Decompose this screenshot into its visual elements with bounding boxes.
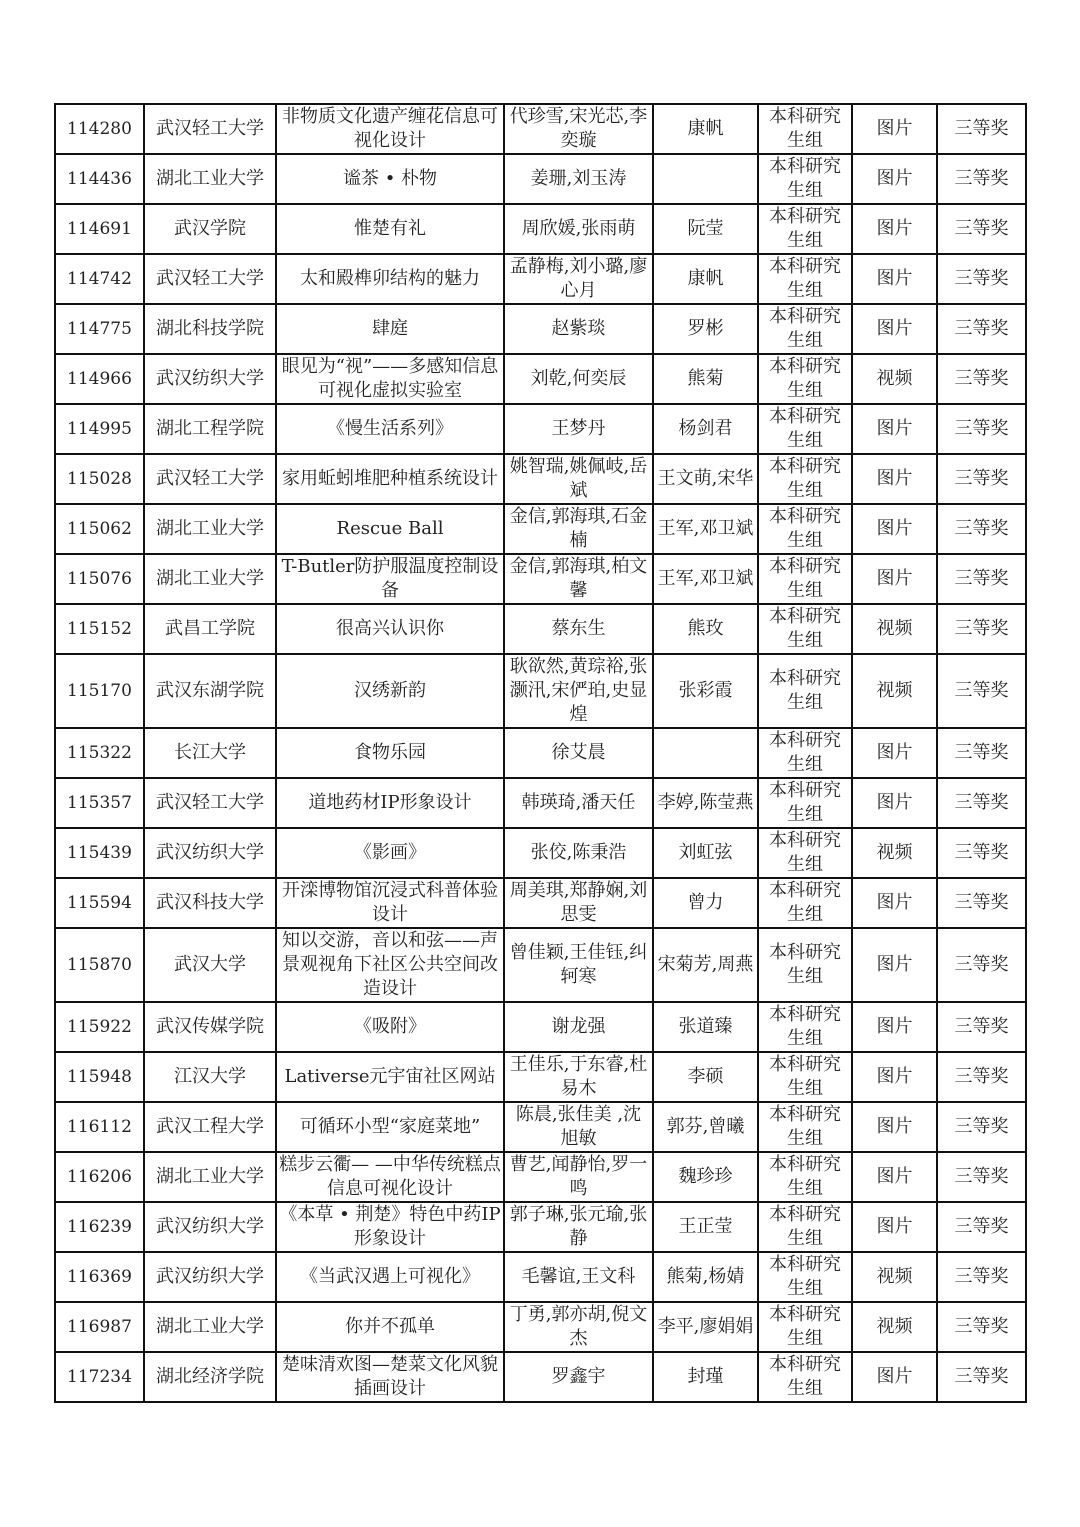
award-cell: 三等奖 — [937, 454, 1026, 504]
authors-cell: 周美琪,郑静娴,刘思雯 — [504, 878, 653, 928]
award-cell: 三等奖 — [937, 654, 1026, 728]
advisor-cell: 曾力 — [653, 878, 758, 928]
work-type-cell: 图片 — [852, 404, 937, 454]
school-cell: 湖北科技学院 — [144, 304, 276, 354]
award-cell: 三等奖 — [937, 878, 1026, 928]
work-type-cell: 图片 — [852, 1202, 937, 1252]
entry-id-cell: 115594 — [55, 878, 144, 928]
table-row — [55, 878, 1026, 928]
work-type-cell: 图片 — [852, 304, 937, 354]
advisor-cell: 宋菊芳,周燕 — [653, 928, 758, 1002]
work-type-cell: 视频 — [852, 354, 937, 404]
school-cell: 武昌工学院 — [144, 604, 276, 654]
award-cell: 三等奖 — [937, 1002, 1026, 1052]
work-type-cell: 视频 — [852, 828, 937, 878]
awards-table — [54, 103, 1027, 1403]
school-cell: 湖北工业大学 — [144, 554, 276, 604]
work-type-cell: 视频 — [852, 654, 937, 728]
table-row — [55, 778, 1026, 828]
work-title-cell: 你并不孤单 — [276, 1302, 504, 1352]
work-title-cell: 家用蚯蚓堆肥种植系统设计 — [276, 454, 504, 504]
work-title-cell: 《当武汉遇上可视化》 — [276, 1252, 504, 1302]
entry-id-cell: 115357 — [55, 778, 144, 828]
table-row — [55, 554, 1026, 604]
group-cell: 本科研究生组 — [758, 1252, 852, 1302]
advisor-cell: 封瑾 — [653, 1352, 758, 1402]
table-body — [55, 104, 1026, 1402]
work-title-cell: 《吸附》 — [276, 1002, 504, 1052]
award-cell: 三等奖 — [937, 778, 1026, 828]
entry-id-cell: 114775 — [55, 304, 144, 354]
school-cell: 武汉大学 — [144, 928, 276, 1002]
entry-id-cell: 116987 — [55, 1302, 144, 1352]
work-title-cell: 眼见为“视”——多感知信息可视化虚拟实验室 — [276, 354, 504, 404]
school-cell: 湖北工程学院 — [144, 404, 276, 454]
authors-cell: 孟静梅,刘小璐,廖心月 — [504, 254, 653, 304]
school-cell: 武汉学院 — [144, 204, 276, 254]
group-cell: 本科研究生组 — [758, 878, 852, 928]
authors-cell: 金信,郭海琪,柏文馨 — [504, 554, 653, 604]
work-type-cell: 图片 — [852, 1052, 937, 1102]
authors-cell: 陈晨,张佳美 ,沈旭敏 — [504, 1102, 653, 1152]
table-row — [55, 354, 1026, 404]
school-cell: 湖北工业大学 — [144, 1302, 276, 1352]
entry-id-cell: 115170 — [55, 654, 144, 728]
authors-cell: 谢龙强 — [504, 1002, 653, 1052]
advisor-cell: 罗彬 — [653, 304, 758, 354]
award-cell: 三等奖 — [937, 1352, 1026, 1402]
school-cell: 武汉科技大学 — [144, 878, 276, 928]
advisor-cell: 刘虹弦 — [653, 828, 758, 878]
table-row — [55, 404, 1026, 454]
group-cell: 本科研究生组 — [758, 254, 852, 304]
work-title-cell: 《本草 • 荆楚》特色中药IP形象设计 — [276, 1202, 504, 1252]
advisor-cell: 魏珍珍 — [653, 1152, 758, 1202]
entry-id-cell: 114280 — [55, 104, 144, 154]
advisor-cell: 王军,邓卫斌 — [653, 504, 758, 554]
table-row — [55, 1252, 1026, 1302]
group-cell: 本科研究生组 — [758, 778, 852, 828]
school-cell: 武汉工程大学 — [144, 1102, 276, 1152]
award-cell: 三等奖 — [937, 154, 1026, 204]
advisor-cell: 阮莹 — [653, 204, 758, 254]
authors-cell: 韩瑛琦,潘天任 — [504, 778, 653, 828]
work-title-cell: 谧茶 • 朴物 — [276, 154, 504, 204]
entry-id-cell: 114966 — [55, 354, 144, 404]
school-cell: 湖北工业大学 — [144, 504, 276, 554]
advisor-cell: 熊玫 — [653, 604, 758, 654]
work-title-cell: 开滦博物馆沉浸式科普体验设计 — [276, 878, 504, 928]
table-row — [55, 1302, 1026, 1352]
award-cell: 三等奖 — [937, 554, 1026, 604]
work-type-cell: 图片 — [852, 1352, 937, 1402]
authors-cell: 姜珊,刘玉涛 — [504, 154, 653, 204]
group-cell: 本科研究生组 — [758, 1102, 852, 1152]
entry-id-cell: 115062 — [55, 504, 144, 554]
authors-cell: 耿欲然,黄琮裕,张灏汛,宋俨珀,史显煌 — [504, 654, 653, 728]
award-cell: 三等奖 — [937, 304, 1026, 354]
award-cell: 三等奖 — [937, 1152, 1026, 1202]
award-cell: 三等奖 — [937, 504, 1026, 554]
group-cell: 本科研究生组 — [758, 604, 852, 654]
entry-id-cell: 114742 — [55, 254, 144, 304]
table-row — [55, 654, 1026, 728]
group-cell: 本科研究生组 — [758, 1052, 852, 1102]
advisor-cell: 熊菊 — [653, 354, 758, 404]
authors-cell: 代珍雪,宋光芯,李奕璇 — [504, 104, 653, 154]
award-cell: 三等奖 — [937, 204, 1026, 254]
award-cell: 三等奖 — [937, 404, 1026, 454]
school-cell: 武汉纺织大学 — [144, 1252, 276, 1302]
work-title-cell: 汉绣新韵 — [276, 654, 504, 728]
entry-id-cell: 116206 — [55, 1152, 144, 1202]
authors-cell: 周欣媛,张雨萌 — [504, 204, 653, 254]
work-type-cell: 图片 — [852, 154, 937, 204]
award-cell: 三等奖 — [937, 1052, 1026, 1102]
table-row — [55, 204, 1026, 254]
table-row — [55, 1202, 1026, 1252]
work-type-cell: 视频 — [852, 1252, 937, 1302]
award-cell: 三等奖 — [937, 1202, 1026, 1252]
work-type-cell: 图片 — [852, 928, 937, 1002]
group-cell: 本科研究生组 — [758, 1202, 852, 1252]
work-type-cell: 图片 — [852, 1152, 937, 1202]
group-cell: 本科研究生组 — [758, 1152, 852, 1202]
school-cell: 江汉大学 — [144, 1052, 276, 1102]
group-cell: 本科研究生组 — [758, 928, 852, 1002]
advisor-cell: 郭芬,曾曦 — [653, 1102, 758, 1152]
work-type-cell: 图片 — [852, 454, 937, 504]
table-row — [55, 1002, 1026, 1052]
award-cell: 三等奖 — [937, 928, 1026, 1002]
table-row — [55, 728, 1026, 778]
table-row — [55, 104, 1026, 154]
work-title-cell: Rescue Ball — [276, 504, 504, 554]
entry-id-cell: 115322 — [55, 728, 144, 778]
work-title-cell: 道地药材IP形象设计 — [276, 778, 504, 828]
table-row — [55, 454, 1026, 504]
advisor-cell: 李婷,陈莹燕 — [653, 778, 758, 828]
work-type-cell: 图片 — [852, 778, 937, 828]
work-title-cell: 惟楚有礼 — [276, 204, 504, 254]
award-cell: 三等奖 — [937, 728, 1026, 778]
work-title-cell: 很高兴认识你 — [276, 604, 504, 654]
work-title-cell: 知以交游，音以和弦——声景观视角下社区公共空间改造设计 — [276, 928, 504, 1002]
school-cell: 武汉轻工大学 — [144, 778, 276, 828]
group-cell: 本科研究生组 — [758, 1002, 852, 1052]
school-cell: 武汉传媒学院 — [144, 1002, 276, 1052]
school-cell: 武汉东湖学院 — [144, 654, 276, 728]
school-cell: 长江大学 — [144, 728, 276, 778]
award-cell: 三等奖 — [937, 354, 1026, 404]
school-cell: 武汉纺织大学 — [144, 354, 276, 404]
table-row — [55, 828, 1026, 878]
entry-id-cell: 115870 — [55, 928, 144, 1002]
advisor-cell — [653, 154, 758, 204]
entry-id-cell: 115922 — [55, 1002, 144, 1052]
school-cell: 武汉轻工大学 — [144, 254, 276, 304]
entry-id-cell: 115948 — [55, 1052, 144, 1102]
entry-id-cell: 114691 — [55, 204, 144, 254]
work-title-cell: Lativerse元宇宙社区网站 — [276, 1052, 504, 1102]
table-row — [55, 928, 1026, 1002]
school-cell: 湖北工业大学 — [144, 154, 276, 204]
table-row — [55, 1052, 1026, 1102]
work-type-cell: 图片 — [852, 878, 937, 928]
school-cell: 武汉纺织大学 — [144, 828, 276, 878]
entry-id-cell: 116239 — [55, 1202, 144, 1252]
work-title-cell: 《影画》 — [276, 828, 504, 878]
advisor-cell: 杨剑君 — [653, 404, 758, 454]
work-type-cell: 视频 — [852, 1302, 937, 1352]
authors-cell: 曾佳颖,王佳钰,纠轲寒 — [504, 928, 653, 1002]
entry-id-cell: 115152 — [55, 604, 144, 654]
table-row — [55, 1152, 1026, 1202]
group-cell: 本科研究生组 — [758, 828, 852, 878]
school-cell: 武汉轻工大学 — [144, 454, 276, 504]
table-row — [55, 254, 1026, 304]
entry-id-cell: 115439 — [55, 828, 144, 878]
award-cell: 三等奖 — [937, 254, 1026, 304]
authors-cell: 蔡东生 — [504, 604, 653, 654]
work-type-cell: 图片 — [852, 254, 937, 304]
award-cell: 三等奖 — [937, 604, 1026, 654]
group-cell: 本科研究生组 — [758, 454, 852, 504]
entry-id-cell: 116369 — [55, 1252, 144, 1302]
school-cell: 武汉纺织大学 — [144, 1202, 276, 1252]
advisor-cell: 康帆 — [653, 254, 758, 304]
table-row — [55, 1102, 1026, 1152]
work-type-cell: 图片 — [852, 1102, 937, 1152]
work-title-cell: 楚味清欢图—楚菜文化风貌插画设计 — [276, 1352, 504, 1402]
entry-id-cell: 114995 — [55, 404, 144, 454]
advisor-cell: 李硕 — [653, 1052, 758, 1102]
work-title-cell: 非物质文化遗产缠花信息可视化设计 — [276, 104, 504, 154]
authors-cell: 张佼,陈秉浩 — [504, 828, 653, 878]
school-cell: 湖北经济学院 — [144, 1352, 276, 1402]
authors-cell: 毛馨谊,王文科 — [504, 1252, 653, 1302]
authors-cell: 曹艺,闻静怡,罗一鸣 — [504, 1152, 653, 1202]
work-type-cell: 图片 — [852, 504, 937, 554]
work-title-cell: T-Butler防护服温度控制设备 — [276, 554, 504, 604]
group-cell: 本科研究生组 — [758, 304, 852, 354]
authors-cell: 郭子琳,张元瑜,张静 — [504, 1202, 653, 1252]
award-cell: 三等奖 — [937, 1302, 1026, 1352]
authors-cell: 金信,郭海琪,石金楠 — [504, 504, 653, 554]
work-type-cell: 图片 — [852, 728, 937, 778]
work-title-cell: 可循环小型“家庭菜地” — [276, 1102, 504, 1152]
group-cell: 本科研究生组 — [758, 554, 852, 604]
award-cell: 三等奖 — [937, 1252, 1026, 1302]
advisor-cell: 张彩霞 — [653, 654, 758, 728]
advisor-cell: 张道臻 — [653, 1002, 758, 1052]
group-cell: 本科研究生组 — [758, 504, 852, 554]
authors-cell: 王佳乐,于东睿,杜易木 — [504, 1052, 653, 1102]
award-cell: 三等奖 — [937, 828, 1026, 878]
table-row — [55, 154, 1026, 204]
entry-id-cell: 116112 — [55, 1102, 144, 1152]
advisor-cell — [653, 728, 758, 778]
school-cell: 武汉轻工大学 — [144, 104, 276, 154]
work-type-cell: 图片 — [852, 1002, 937, 1052]
advisor-cell: 熊菊,杨婧 — [653, 1252, 758, 1302]
group-cell: 本科研究生组 — [758, 654, 852, 728]
work-type-cell: 视频 — [852, 604, 937, 654]
group-cell: 本科研究生组 — [758, 728, 852, 778]
school-cell: 湖北工业大学 — [144, 1152, 276, 1202]
group-cell: 本科研究生组 — [758, 154, 852, 204]
group-cell: 本科研究生组 — [758, 404, 852, 454]
group-cell: 本科研究生组 — [758, 1302, 852, 1352]
group-cell: 本科研究生组 — [758, 1352, 852, 1402]
entry-id-cell: 115076 — [55, 554, 144, 604]
authors-cell: 丁勇,郭亦胡,倪文杰 — [504, 1302, 653, 1352]
advisor-cell: 王军,邓卫斌 — [653, 554, 758, 604]
work-type-cell: 图片 — [852, 204, 937, 254]
group-cell: 本科研究生组 — [758, 354, 852, 404]
entry-id-cell: 114436 — [55, 154, 144, 204]
work-type-cell: 图片 — [852, 554, 937, 604]
table-row — [55, 1352, 1026, 1402]
table-row — [55, 304, 1026, 354]
advisor-cell: 王文萌,宋华 — [653, 454, 758, 504]
advisor-cell: 康帆 — [653, 104, 758, 154]
authors-cell: 罗鑫宇 — [504, 1352, 653, 1402]
authors-cell: 刘乾,何奕辰 — [504, 354, 653, 404]
authors-cell: 赵紫琰 — [504, 304, 653, 354]
table-row — [55, 604, 1026, 654]
authors-cell: 姚智瑞,姚佩岐,岳斌 — [504, 454, 653, 504]
authors-cell: 徐艾晨 — [504, 728, 653, 778]
award-cell: 三等奖 — [937, 104, 1026, 154]
work-title-cell: 太和殿榫卯结构的魅力 — [276, 254, 504, 304]
advisor-cell: 王正莹 — [653, 1202, 758, 1252]
entry-id-cell: 115028 — [55, 454, 144, 504]
work-title-cell: 食物乐园 — [276, 728, 504, 778]
authors-cell: 王梦丹 — [504, 404, 653, 454]
group-cell: 本科研究生组 — [758, 204, 852, 254]
advisor-cell: 李平,廖娟娟 — [653, 1302, 758, 1352]
work-type-cell: 图片 — [852, 104, 937, 154]
work-title-cell: 《慢生活系列》 — [276, 404, 504, 454]
group-cell: 本科研究生组 — [758, 104, 852, 154]
award-cell: 三等奖 — [937, 1102, 1026, 1152]
table-row — [55, 504, 1026, 554]
work-title-cell: 肆庭 — [276, 304, 504, 354]
entry-id-cell: 117234 — [55, 1352, 144, 1402]
work-title-cell: 糕步云衢— —中华传统糕点信息可视化设计 — [276, 1152, 504, 1202]
